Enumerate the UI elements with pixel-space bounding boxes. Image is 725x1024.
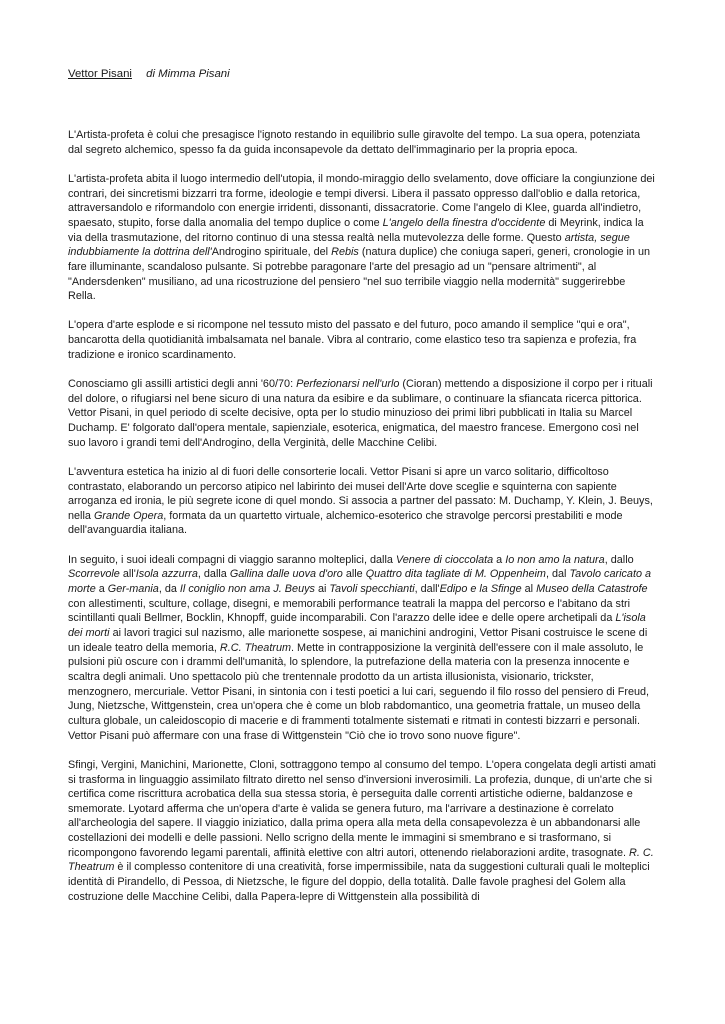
text-run: . Mette in contrapposizione la verginità dell'essere con il male assoluto, le pulsioni più oscure con i drammi dell'umanità, lo splendore, la putrefazione della materia con la presenza innocente e scaltra degli animali. Uno spettacolo più che trentennale prodotto da un artista illusionista, visionario, trickster, menzognero, mercuriale. Vettor Pisani, in sintonia con i testi poetici a lui cari, seguendo il filo rosso del pensiero di Freud, Jung, Nietzsche, Wittgenstein, crea un'opera che è come un blob rabdomantico, una geometria frattale, un museo della cultura globale, un caleidoscopio di macerie e di frammenti totalmente sistemati e ritmati in contesti bizzarri e personali. Vettor Pisani può affermare con una frase di Wittgenstein "Ciò che io trovo sono nuove figure". bbox=[68, 641, 650, 742]
text-run: è il complesso contenitore di una creatività, forse impermissibile, nata da suggestioni culturali quali le molteplici identità di Pirandello, di Pessoa, di Nietzsche, le figure del doppio, della totalità. Dalle favole praghesi del Golem alla costruzione delle Macchine Celibi, dalla Papera-lepre di Wittgenstein alla possibilità di bbox=[68, 861, 650, 903]
text-run: (natura duplice) che coniuga saperi, generi, cronologie in un fare illuminante, scandaloso pulsante. Si potrebbe paragonare l'arte del presagio ad un "pensare altrimenti", al "Andersdenken" musiliano, ad una ricostruzione del pensiero "nel suo terribile viaggio nella modernità" suggerirebbe Rella. bbox=[68, 246, 650, 303]
italic-text-run: L'angelo della finestra d'occidente bbox=[382, 216, 546, 229]
text-run: , dal bbox=[545, 568, 570, 581]
italic-text-run: artista, segue indubbiamente la dottrina dell' bbox=[68, 231, 630, 259]
text-run: L'artista-profeta abita il luogo intermedio dell'utopia, il mondo-miraggio dello svelamento, dove officiare la congiunzione dei contrari, dei sincretismi bizzarri tra forme, ideologie e tempi diversi. Libera il passato oppresso dall'oblio e dalla retorica, attraversandolo e riformandolo con energie irridenti, dissonanti, dissacratorie. Come l'angelo di Klee, guarda all'indietro, spaesato, stupito, forse dalla anomalia del tempo duplice o come bbox=[68, 172, 655, 229]
text-run: Sfingi, Vergini, Manichini, Marionette, Cloni, sottraggono tempo al consumo del tempo. L'opera congelata degli artisti amati si trasforma in linguaggio assimilato filtrato diretto nel senso d'inversioni inverosimili. La profezia, dunque, di un'arte che si certifica come riscrittura acrobatica della sua stessa storia, è perseguita dalle correnti artistiche odierne, baldanzose e smemorate. Lyotard afferma che un'opera d'arte è valida se genera futuro, ma l'arrivare a destinazione è correlato all'archeologia del sapere. Il viaggio iniziatico, dalla prima opera alla meta della consapevolezza è un abbandonarsi alle costellazioni dei modelli e delle passioni. Nello scrigno della mente le immagini si smembrano e si trasformano, si ricompongono favorendo legami parentali, affinità elettive con altri autori, ottenendo rielaborazioni ardite, trasognate. bbox=[68, 758, 656, 859]
text-run: a bbox=[493, 553, 506, 566]
text-run: con allestimenti, sculture, collage, disegni, e memorabili performance teatrali la mappa del percorso e l'abitano da stri scintillanti quali Bellmer, Bocklin, Khnopff, guide incomparabili. Con l'arazzo delle idee e delle opere archetipali da bbox=[68, 597, 631, 625]
paragraph bbox=[68, 128, 656, 157]
document-page bbox=[68, 66, 656, 903]
text-run: Conosciamo gli assilli artistici degli anni '60/70: bbox=[68, 377, 297, 390]
article-author: di Mimma Pisani bbox=[146, 68, 230, 80]
italic-text-run: Tavoli specchianti bbox=[329, 583, 415, 596]
text-run: di Meyrink, indica la via della trasmutazione, del ritorno continuo di una stessa realtà nella mutevolezza delle forme. Questo bbox=[68, 216, 644, 244]
text-run: , da bbox=[158, 583, 180, 596]
text-run: L'Artista-profeta è colui che presagisce l'ignoto restando in equilibrio sulle giravolte del tempo. La sua opera, potenziata dal segreto alchemico, spesso fa da guida inconsapevole da dettato dell'immaginario per la propria epoca. bbox=[68, 129, 640, 156]
text-run: L'avventura estetica ha inizio al di fuori delle consorterie locali. Vettor Pisani si apre un varco solitario, difficoltoso contrastato, elaborando un percorso atipico nel labirinto dei musei dell'Arte dove sceglie e squinterna con sapiente arroganza ed ironia, le più segrete icone di quel mondo. Si associa a partner del passato: M. Duchamp, Y. Klein, J. Beuys, nella bbox=[68, 465, 653, 522]
italic-text-run: L'isola dei morti bbox=[68, 612, 646, 639]
italic-text-run: Gallina dalle uova d'oro bbox=[229, 568, 343, 581]
italic-text-run: Grande Opera bbox=[93, 509, 164, 522]
italic-text-run: Rebis bbox=[331, 246, 359, 259]
paragraph bbox=[68, 758, 656, 905]
italic-text-run: Perfezionarsi nell'urlo bbox=[296, 377, 400, 390]
text-run: , dallo bbox=[604, 553, 634, 566]
text-run: , dalla bbox=[197, 568, 230, 581]
italic-text-run: Tavolo caricato a morte bbox=[68, 568, 652, 596]
italic-text-run: Venere di cioccolata bbox=[395, 553, 494, 566]
italic-text-run: Museo della Catastrofe bbox=[536, 583, 648, 596]
text-run: a bbox=[95, 583, 108, 596]
paragraph bbox=[68, 553, 656, 744]
italic-text-run: Isola azzurra bbox=[135, 568, 198, 581]
article-body bbox=[68, 128, 656, 919]
paragraph bbox=[68, 377, 656, 450]
text-run: (Cioran) mettendo a disposizione il corpo per i rituali del dolore, o rifugiarsi nel bene sicuro di una natura da esibire e da sublimare, o continuare la sfiancata ricerca pittorica. Vettor Pisani, in quel periodo di scelte decisive, opta per lo studio minuzioso dei primi libri pubblicati in Italia su Marcel Duchamp. E' folgorato dall'opera mentale, sapienziale, esoterica, enigmatica, del maestro francese. Emergono così nel suo lavoro i grandi temi dell'Androgino, della Verginità, delle Macchine Celibi. bbox=[68, 377, 653, 449]
text-run: ai lavori tragici sul nazismo, alle marionette sospese, ai manichini androgini, Vettor Pisani costruisce le scene di un ideale teatro della memoria, bbox=[68, 627, 648, 654]
italic-text-run: R. C. Theatrum bbox=[68, 846, 654, 874]
text-run: al bbox=[521, 583, 537, 596]
italic-text-run: Edipo e la Sfinge bbox=[439, 583, 522, 596]
italic-text-run: Scorrevole bbox=[68, 568, 120, 581]
italic-text-run: Quattro dita tagliate di M. Oppenheim bbox=[365, 568, 546, 581]
article-title: Vettor Pisani bbox=[68, 68, 132, 80]
italic-text-run: Ger-mania bbox=[107, 583, 159, 596]
italic-text-run: Il coniglio non ama J. Beuys bbox=[179, 583, 315, 596]
text-run: L'opera d'arte esplode e si ricompone nel tessuto misto del passato e del futuro, poco amando il semplice "qui e ora", bancarotta della quotidianità imbalsamata nel banale. Vibra al contrario, come elastico teso tra sapienza e profezia, fra tradizione e ironico scardinamento. bbox=[68, 319, 637, 361]
paragraph bbox=[68, 318, 656, 362]
header-line bbox=[68, 66, 656, 82]
paragraph bbox=[68, 465, 656, 538]
text-run: ai bbox=[314, 583, 330, 596]
text-run: Androgino spirituale, del bbox=[211, 246, 332, 259]
text-run: alle bbox=[342, 568, 366, 581]
text-run: , dall' bbox=[414, 583, 440, 596]
text-run: In seguito, i suoi ideali compagni di viaggio saranno molteplici, dalla bbox=[68, 553, 396, 566]
italic-text-run: R.C. Theatrum bbox=[219, 641, 292, 654]
paragraph bbox=[68, 172, 656, 304]
italic-text-run: Io non amo la natura bbox=[505, 553, 605, 566]
text-run: , formata da un quartetto virtuale, alchemico-esoterico che stravolge percorsi prestabiliti e mode dell'avanguardia italiana. bbox=[68, 509, 623, 537]
text-run: all' bbox=[119, 568, 136, 581]
